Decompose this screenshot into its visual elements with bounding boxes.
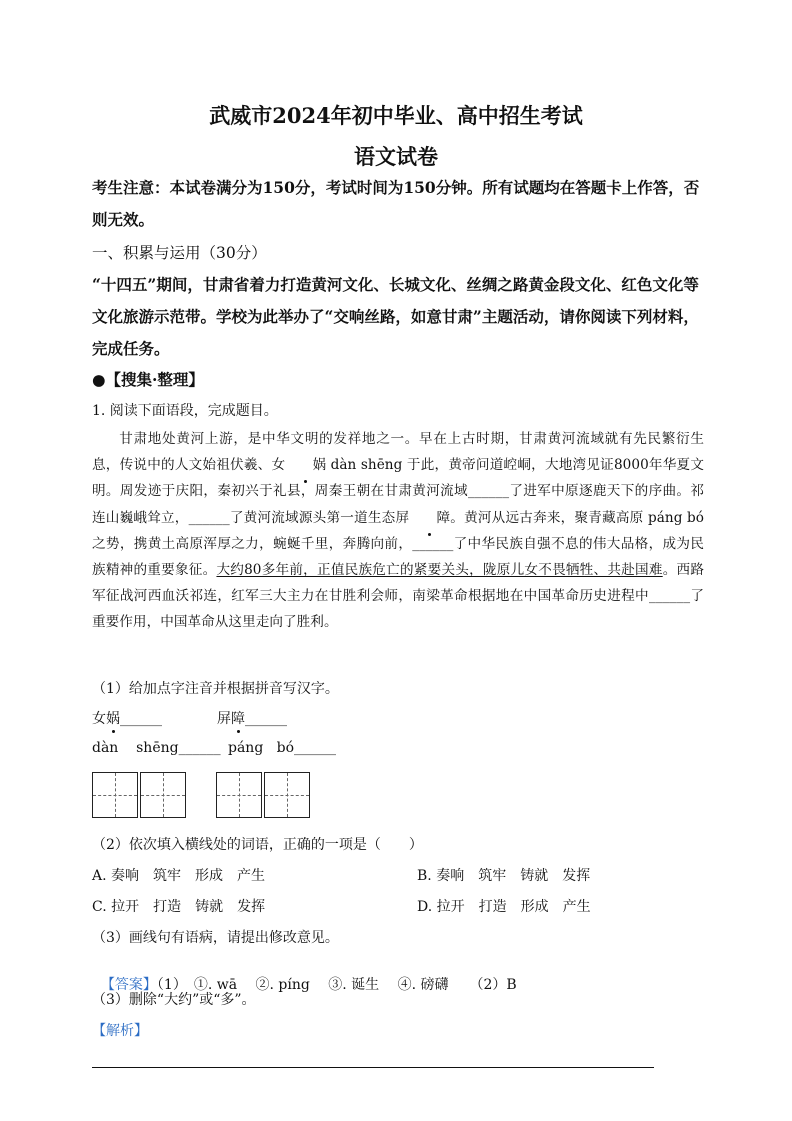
- analysis-tag: 【解析】: [92, 1023, 148, 1039]
- option-d: D. 拉开 打造 形成 产生: [417, 899, 591, 915]
- sub-question-2: （2）依次填入横线处的词语，正确的一项是（ ）: [92, 837, 423, 853]
- passage-text-1: 甘肃地处黄河上游，是中华文明的发祥地之一。早在上古时期，甘肃黄河流域就有先民繁衍生息，传说中的人文始祖伏羲、女: [92, 431, 704, 474]
- paper-subtitle: 语文试卷: [354, 144, 438, 169]
- section-intro: “十四五”期间，甘肃省着力打造黄河文化、长城文化、丝绸之路黄金段文化、红色文化等文化旅游示范带。学校为此举办了“交响丝路，如意甘肃”主题活动，请你阅读下列材料，完成任务。: [92, 275, 699, 358]
- item-pingzhang-blank: ______: [245, 711, 287, 727]
- passage-text-2: dàn shēng 于此，黄帝问道崆峒，大地湾见证8000年华夏文明。周发迹于庆阳，秦初兴于礼县，周秦王朝在甘肃黄河流域______了进军中原逐鹿天下的序曲。祁连山巍峨耸立，______了黄河流域源头第一道生态屏: [92, 457, 704, 526]
- dotted-char-wa: 娲: [285, 452, 326, 478]
- option-c: C. 拉开 打造 铸就 发挥: [92, 899, 266, 915]
- answer-line-2: （3）删除“大约”或“多”。: [92, 992, 256, 1008]
- answer-tag: 【答案】: [100, 977, 157, 993]
- item-pingzhang: [217, 708, 287, 728]
- exam-title: 武威市2024年初中毕业、高中招生考试: [209, 103, 583, 128]
- item-pingzhang-dotted: 障: [231, 708, 245, 728]
- item-nuwa-blank: ______: [120, 711, 162, 727]
- answer-content-1: （1） ①. wā ②. píng ③. 诞生 ④. 磅礴 （2）B: [156, 977, 517, 993]
- exam-notice: 考生注意：本试卷满分为150分，考试时间为150分钟。所有试题均在答题卡上作答，否则无效。: [92, 178, 700, 229]
- underlined-sentence: 大约80多年前，正值民族危亡的紧要关头，陇原儿女不畏牺牲、共赴国难: [216, 562, 663, 579]
- writing-box-3[interactable]: [216, 772, 262, 818]
- dotted-char-zhang: 障: [409, 505, 450, 531]
- passage-text-4: 。西路军征战河西血沃祁连，红军三大主力在甘胜利会师，南梁革命根据地在中国革命历史进程中______了重要作用，中国革命从这里走向了胜利。: [92, 562, 704, 631]
- item-pingzhang-prefix: 屏: [217, 711, 231, 727]
- writing-box-1[interactable]: [92, 772, 138, 818]
- writing-box-4[interactable]: [264, 772, 310, 818]
- section-heading: 一、积累与运用（30分）: [92, 244, 267, 262]
- item-nuwa-prefix: 女: [92, 711, 106, 727]
- question-1: 1. 阅读下面语段，完成题目。: [92, 403, 278, 419]
- passage-text-3: 。黄河从远古奔来，聚青藏高原 páng bó之势，携黄土高原浑厚之力，蜿蜒千里，奔腾向前，______了中华民族自强不息的伟大品格，成为民族精神的重要象征。: [92, 509, 704, 579]
- task-heading: ●【搜集·整理】: [92, 370, 204, 389]
- pinyin-danshen: dàn shēng______: [92, 740, 221, 756]
- option-a: A. 奏响 筑牢 形成 产生: [92, 868, 266, 884]
- sub-question-3: （3）画线句有语病，请提出修改意见。: [92, 930, 339, 946]
- item-nuwa-dotted: 娲: [106, 708, 120, 728]
- item-nuwa: [92, 708, 162, 728]
- writing-box-2[interactable]: [140, 772, 186, 818]
- reading-passage: [92, 426, 704, 636]
- option-b: B. 奏响 筑牢 铸就 发挥: [417, 868, 591, 884]
- pinyin-pangbo: páng bó______: [228, 740, 337, 756]
- sub-question-1: （1）给加点字注音并根据拼音写汉字。: [92, 681, 339, 697]
- footer-divider: [92, 1067, 654, 1068]
